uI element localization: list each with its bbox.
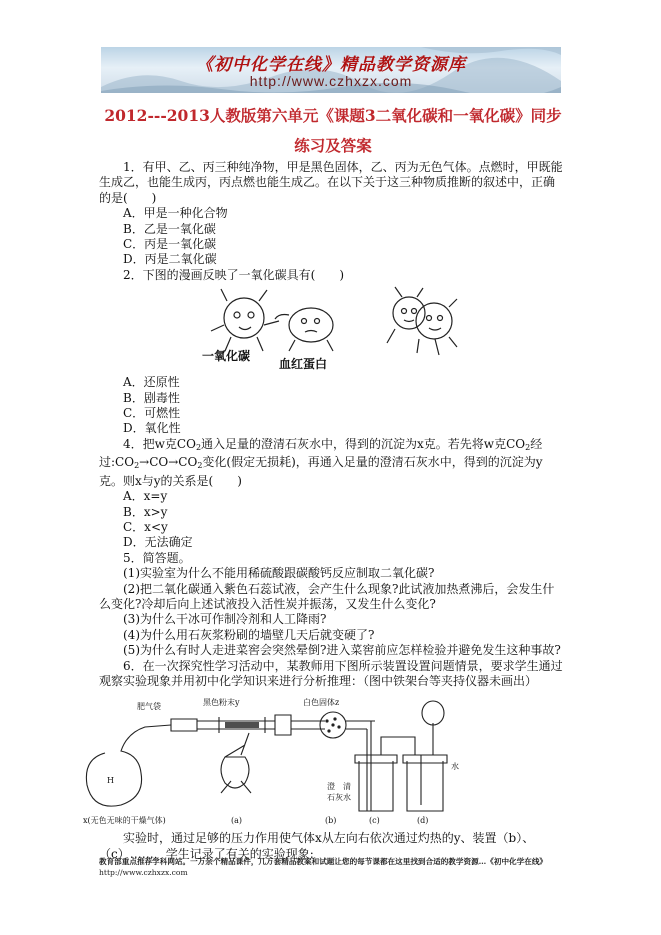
- q5-item-3: (3)为什么干冰可作制冷剂和人工降雨?: [123, 612, 327, 627]
- q4-text-1: 4．把w克CO: [123, 436, 196, 451]
- label-white-solid: 白色固体z: [303, 698, 340, 708]
- label-black-powder: 黑色粉末y: [203, 698, 240, 708]
- label-b: (b): [325, 816, 337, 826]
- q4-text-5: →CO→CO: [139, 455, 198, 470]
- q4-option-a: A．x=y: [123, 489, 168, 504]
- label-c: (c): [369, 816, 380, 826]
- label-d: (d): [417, 816, 429, 826]
- label-h: H: [107, 776, 114, 786]
- q4-option-c: C．x<y: [123, 519, 168, 534]
- q4-subscript-4: 2: [197, 461, 203, 471]
- page-title: 2012---2013人教版第六单元《课题3二氧化碳和一氧化碳》同步练习及答案: [104, 106, 562, 155]
- cartoon-figure: [99, 285, 564, 373]
- q4-option-d: D．无法确定: [123, 535, 193, 550]
- question-2-stem: 2．下图的漫画反映了一氧化碳具有( ): [123, 267, 344, 282]
- apparatus-drawing: [75, 693, 455, 825]
- label-a: (a): [231, 816, 243, 826]
- question-5-stem: 5．简答题。: [123, 550, 191, 565]
- banner-title: 《初中化学在线》精品教学资源库: [196, 55, 466, 75]
- header-banner: [101, 47, 561, 93]
- q2-option-b: B．剧毒性: [123, 390, 180, 405]
- label-gas: x(无色无味的干燥气体): [83, 816, 166, 826]
- q4-subscript-2: 2: [525, 442, 531, 452]
- label-bag: 肥气袋: [137, 702, 161, 712]
- question-4-stem: [99, 437, 564, 489]
- q1-option-a: A．甲是一种化合物: [123, 206, 228, 221]
- banner-url[interactable]: http://www.czhxzx.com: [249, 73, 413, 89]
- footer-text: 教育部重点推荐学科网站。一万余个精品课件，几万套精品教案和试题让您的每节课都在这里找到合适的教学资源…《初中化学在线》: [99, 857, 548, 866]
- q5-item-5: (5)为什么有时人走进菜窖会突然晕倒?进入菜窖前应怎样检验并避免发生这种事故?: [123, 643, 561, 658]
- q2-option-c: C．可燃性: [123, 406, 181, 421]
- label-lime-2: 石灰水: [327, 793, 351, 803]
- footer-note: [99, 856, 564, 878]
- q1-option-b: B．乙是一氧化碳: [123, 221, 216, 236]
- q2-option-a: A．还原性: [123, 375, 180, 390]
- q4-text-4: CO: [115, 455, 135, 470]
- q1-option-d: D．丙是二氧化碳: [123, 252, 217, 267]
- q4-text-3: 经过:: [99, 436, 543, 470]
- question-6-stem: 6．在一次探究性学习活动中，某教师用下图所示装置设置问题情景，要求学生通过观察实验现象并用初中化学知识来进行分析推理：（图中铁架台等夹持仪器未画出）: [99, 658, 563, 688]
- q2-option-d: D．氧化性: [123, 421, 181, 436]
- q5-item-2: (2)把二氧化碳通入紫色石蕊试液，会产生什么现象?此试液加热煮沸后，会发生什么变化?冷却后向上述试液投入活性炭并振荡，又发生什么变化?: [99, 581, 555, 611]
- cartoon-label-co: 一氧化碳: [202, 349, 251, 364]
- question-1-stem: 1．有甲、乙、丙三种纯净物，甲是黑色固体，乙、丙为无色气体。点燃时，甲既能生成乙，也能生成丙，丙点燃也能生成乙。在以下关于这三种物质推断的叙述中，正确的是( ): [99, 160, 563, 205]
- cartoon-drawing: [99, 285, 564, 373]
- apparatus-diagram: [75, 693, 564, 825]
- q4-option-b: B．x>y: [123, 504, 168, 519]
- q5-item-1: (1)实验室为什么不能用稀硫酸跟碳酸钙反应制取二氧化碳?: [123, 566, 435, 581]
- label-lime-1: 澄 清: [327, 782, 351, 792]
- q5-item-4: (4)为什么用石灰浆粉刷的墙壁几天后就变硬了?: [123, 627, 375, 642]
- q1-option-c: C．丙是一氧化碳: [123, 237, 217, 252]
- q6-after-text: 实验时，通过足够的压力作用使气体x从左向右依次通过灼热的y、装置（b）、（c）……，学生记录了有关的实验现象:: [99, 831, 535, 861]
- q4-text-6: 变化(假定无损耗)，再通入足量的澄清石灰水中，得到的沉淀为y克。则x与y的关系是( ): [99, 455, 543, 488]
- q4-subscript-3: 2: [134, 461, 140, 471]
- q4-subscript-1: 2: [195, 442, 202, 452]
- label-water: 水: [451, 762, 459, 772]
- q4-text-2: 通入足量的澄清石灰水中，得到的沉淀为x克。若先将w克CO: [201, 436, 526, 451]
- footer-url[interactable]: http://www.czhxzx.com: [99, 868, 188, 877]
- cartoon-label-hemoglobin: 血红蛋白: [279, 357, 328, 372]
- document-body: [83, 160, 564, 862]
